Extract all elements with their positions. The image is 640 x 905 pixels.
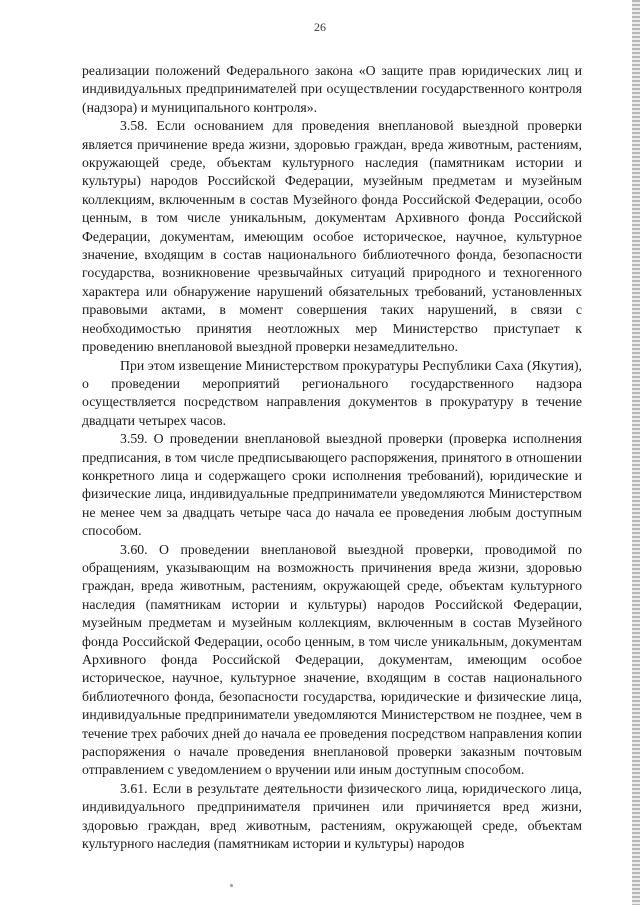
paragraph-3-61: 3.61. Если в результате деятельности физического лица, юридического лица, индивидуального предпринимателя причинен или причиняется вред жизни, здоровью граждан, вред животным, растениям, окружающей среде, объектам культурного наследия (памятникам истории и культуры) народов: [82, 780, 582, 852]
paragraph-3-60: 3.60. О проведении внеплановой выездной проверки, проводимой по обращениям, указывающим на возможность причинения вреда жизни, здоровью граждан, вреда животным, растениям, окружающей среде, объектам культурного наследия (памятникам истории и культуры) народов Российской Федерации, музейным предметам и музейным коллекциям, включенным в состав Музейного фонда Российской Федерации, особо ценным, в том числе уникальным, документам Архивного фонда Российской Федерации, документам, имеющим особое историческое, научное, культурное значение, входящим в состав национального библиотечного фонда, безопасности государства, юридические и физические лица, индивидуальные предприниматели уведомляются Министерством не позднее, чем в течение трех рабочих дней до начала ее проведения посредством направления копии распоряжения о начале проведения внеплановой проверки заказным почтовым отправлением с уведомлением о вручении или иным доступным способом.: [82, 541, 582, 778]
paragraph-3-58: 3.58. Если основанием для проведения внеплановой выездной проверки является причинение вреда жизни, здоровью граждан, вреда животным, растениям, окружающей среде, объектам культурного наследия (памятникам истории и культуры) народов Российской Федерации, музейным предметам и музейным коллекциям, включенным в состав Музейного фонда Российской Федерации, особо ценным, в том числе уникальным, документам Архивного фонда Российской Федерации, документам, имеющим особое историческое, научное, культурное значение, входящим в состав национального библиотечного фонда, безопасности государства, возникновение чрезвычайных ситуаций природного и техногенного характера или обнаружение нарушений обязательных требований, установленных правовыми актами, в момент совершения таких нарушений, в связи с необходимостью принятия неотложных мер Министерство приступает к проведению внеплановой выездной проверки незамедлительно.: [82, 118, 582, 355]
paragraph-prosecutor-notice: При этом извещение Министерством прокуратуры Республики Саха (Якутия), о проведении мероприятий регионального государственного надзора осуществляется посредством направления документов в прокуратуру в течение двадцати четырех часов.: [82, 357, 582, 428]
scan-artifact-dot: [230, 884, 233, 887]
scan-edge-strip: [632, 0, 640, 905]
document-body: [82, 62, 582, 853]
page-number: 26: [314, 20, 326, 34]
paragraph-continuation: реализации положений Федерального закона «О защите прав юридических лиц и индивидуальных предпринимателей при осуществлении государственного контроля (надзора) и муниципального контроля».: [82, 63, 582, 115]
paragraph-3-59: 3.59. О проведении внеплановой выездной проверки (проверка исполнения предписания, в том числе предписывающего распоряжения, принятого в отношении конкретного лица и содержащего сроки исполнения требований), юридические и физические лица, индивидуальные предприниматели уведомляются Министерством не менее чем за двадцать четыре часа до начала ее проведения любым доступным способом.: [82, 431, 582, 539]
